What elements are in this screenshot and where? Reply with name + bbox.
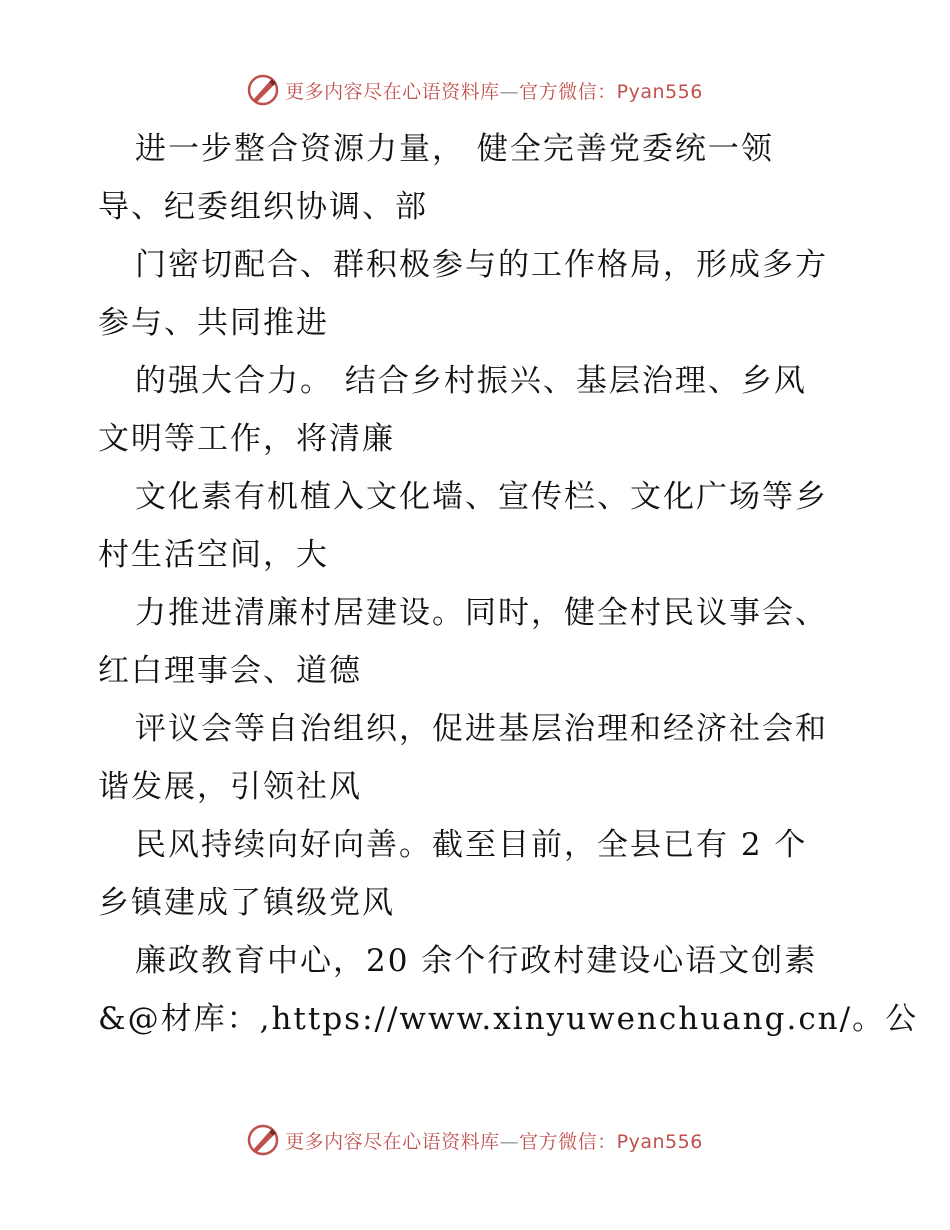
text-line: 红白理事会、道德 xyxy=(98,653,362,689)
footer-banner-red: 更多内容尽在心语资料库 xyxy=(285,1130,500,1153)
text-line: 的强大合力。 结合乡村振兴、基层治理、乡风 xyxy=(135,363,807,399)
header-banner-text xyxy=(285,77,703,104)
text-line: 参与、共同推进 xyxy=(98,305,329,341)
text-line: 文明等工作，将清廉 xyxy=(98,421,395,457)
footer-banner xyxy=(0,1120,950,1160)
text-line: 文化素有机植入文化墙、宣传栏、文化广场等乡 xyxy=(135,479,828,515)
header-banner-dash: — xyxy=(499,80,520,103)
text-line: 进一步整合资源力量， 健全完善党委统一领 xyxy=(135,131,774,167)
header-banner xyxy=(0,70,950,110)
text-line: 廉政教育中心，20 余个行政村建设心语文创素 xyxy=(135,943,818,979)
header-banner-red: 更多内容尽在心语资料库 xyxy=(285,80,500,103)
footer-banner-dash: — xyxy=(499,1130,520,1153)
pen-logo-icon xyxy=(247,74,279,106)
text-line: 村生活空间，大 xyxy=(98,537,329,573)
footer-banner-official: 官方微信：Pyan556 xyxy=(519,1130,703,1153)
text-line: 门密切配合、群积极参与的工作格局，形成多方 xyxy=(135,247,828,283)
text-line: 民风持续向好向善。截至目前，全县已有 2 个 xyxy=(135,827,808,863)
text-line: 谐发展，引领社风 xyxy=(98,769,362,805)
text-line: 力推进清廉村居建设。同时，健全村民议事会、 xyxy=(135,595,828,631)
footer-banner-text xyxy=(285,1127,703,1154)
text-line: &@材库：,https://www.xinyuwenchuang.cn/。公 xyxy=(98,1001,919,1037)
text-line: 乡镇建成了镇级党风 xyxy=(98,885,395,921)
text-line: 评议会等自治组织，促进基层治理和经济社会和 xyxy=(135,711,828,747)
header-banner-official: 官方微信：Pyan556 xyxy=(519,80,703,103)
text-line: 导、纪委组织协调、部 xyxy=(98,189,428,225)
pen-logo-icon xyxy=(247,1124,279,1156)
